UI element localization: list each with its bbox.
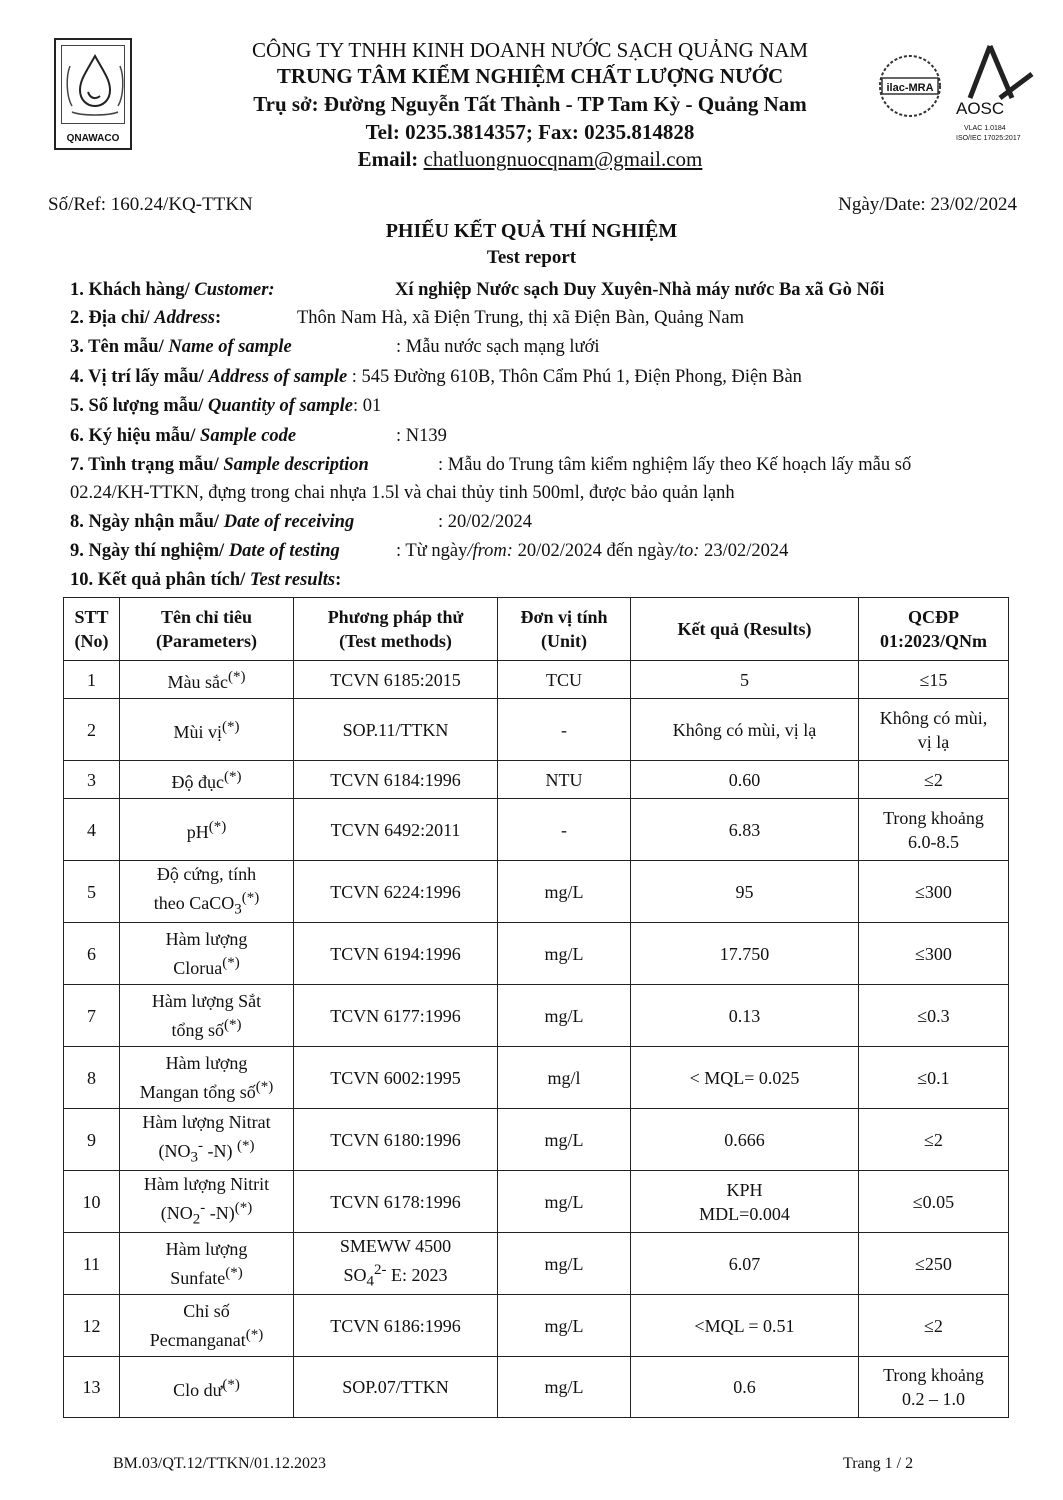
cell-param: Hàm lượng Sunfate(*)	[120, 1233, 294, 1295]
quantity-label: 5. Số lượng mẫu/	[70, 396, 209, 416]
receive-value: : 20/02/2024	[438, 512, 533, 532]
logo-label: QNAWACO	[66, 133, 120, 144]
cell-method: TCVN 6185:2015	[294, 661, 498, 699]
desc-value-line2: 02.24/KH-TTKN, đựng trong chai nhựa 1.5l và chai thủy tinh 500ml, được bảo quản lạnh	[70, 483, 735, 503]
center-name: TRUNG TÂM KIỂM NGHIỆM CHẤT LƯỢNG NƯỚC	[276, 64, 784, 88]
name-label: 3. Tên mẫu/	[70, 337, 169, 357]
page-number: Trang 1 / 2	[843, 1455, 914, 1472]
desc-label: 7. Tình trạng mẫu/	[70, 455, 224, 475]
location-label-en: Address of sample	[208, 367, 348, 387]
cell-method: TCVN 6186:1996	[294, 1295, 498, 1357]
cell-limit: Không có mùi, vị lạ	[859, 699, 1009, 761]
info-sample-code	[70, 423, 1030, 450]
cell-unit: mg/L	[498, 1109, 631, 1171]
test-value: : Từ ngày/from: 20/02/2024 đến ngày/to: 23/02/2024	[396, 541, 789, 561]
customer-label: 1. Khách hàng/	[70, 280, 195, 300]
cell-limit: ≤0.05	[859, 1171, 1009, 1233]
location-value: : 545 Đường 610B, Thôn Cẩm Phú 1, Điện Phong, Điện Bàn	[351, 367, 802, 387]
tel-fax: Tel: 0235.3814357; Fax: 0235.814828	[365, 120, 695, 144]
code-value: : N139	[396, 426, 447, 446]
table-row	[64, 1233, 1009, 1295]
cell-param: Chỉ số Pecmanganat(*)	[120, 1295, 294, 1357]
cell-method: TCVN 6184:1996	[294, 761, 498, 799]
quantity-value: : 01	[352, 396, 382, 416]
report-title: PHIẾU KẾT QUẢ THÍ NGHIỆM	[385, 220, 678, 242]
cell-limit: ≤300	[859, 923, 1009, 985]
cell-result: 0.6	[631, 1357, 859, 1418]
info-sample-location	[70, 364, 1030, 391]
cell-no: 7	[64, 985, 120, 1047]
cell-result: 17.750	[631, 923, 859, 985]
results-label: 10. Kết quả phân tích/	[70, 570, 250, 590]
email-link[interactable]: chatluongnuocqnam@gmail.com	[423, 147, 703, 171]
head-office-address: Trụ sở: Đường Nguyễn Tất Thành - TP Tam Kỳ - Quảng Nam	[253, 92, 807, 116]
table-row	[64, 761, 1009, 799]
cell-no: 6	[64, 923, 120, 985]
table-row	[64, 1047, 1009, 1109]
cell-param: Màu sắc(*)	[120, 661, 294, 699]
col-header-parameters: Tên chỉ tiêu (Parameters)	[120, 598, 294, 661]
cell-method: TCVN 6178:1996	[294, 1171, 498, 1233]
cell-no: 4	[64, 799, 120, 861]
cell-result: 6.83	[631, 799, 859, 861]
cell-unit: mg/l	[498, 1047, 631, 1109]
email-label: Email:	[357, 147, 424, 171]
info-customer	[70, 277, 1030, 304]
cell-no: 2	[64, 699, 120, 761]
cell-unit: TCU	[498, 661, 631, 699]
cell-result: < MQL= 0.025	[631, 1047, 859, 1109]
cell-no: 12	[64, 1295, 120, 1357]
customer-value: Xí nghiệp Nước sạch Duy Xuyên-Nhà máy nước Ba xã Gò Nổi	[395, 280, 885, 300]
cell-unit: mg/L	[498, 923, 631, 985]
cell-result: 0.60	[631, 761, 859, 799]
info-quantity	[70, 393, 1030, 420]
cell-limit: ≤250	[859, 1233, 1009, 1295]
company-name: CÔNG TY TNHH KINH DOANH NƯỚC SẠCH QUẢNG NAM	[251, 38, 809, 62]
cell-param: Clo dư(*)	[120, 1357, 294, 1418]
report-subtitle: Test report	[486, 247, 577, 268]
location-label: 4. Vị trí lấy mẫu/	[70, 367, 209, 387]
cell-method: TCVN 6224:1996	[294, 861, 498, 923]
table-row	[64, 985, 1009, 1047]
cell-method: TCVN 6177:1996	[294, 985, 498, 1047]
cell-param: Độ cứng, tính theo CaCO$_3$(*)	[120, 861, 294, 923]
cell-method: SMEWW 4500 $SO_4^{2-}$ E: 2023	[294, 1233, 498, 1295]
cell-result: 5	[631, 661, 859, 699]
quantity-label-en: Quantity of sample	[208, 396, 353, 416]
cell-unit: -	[498, 699, 631, 761]
cell-param: Độ đục(*)	[120, 761, 294, 799]
desc-value-line1: : Mẫu do Trung tâm kiểm nghiệm lấy theo Kế hoạch lấy mẫu số	[438, 455, 912, 475]
cell-method: TCVN 6194:1996	[294, 923, 498, 985]
table-row	[64, 799, 1009, 861]
cell-unit: mg/L	[498, 1357, 631, 1418]
email-line	[150, 147, 910, 171]
cell-result: 0.666	[631, 1109, 859, 1171]
cell-param: Hàm lượng Nitrat ($NO_3^-$ -N) (*)	[120, 1109, 294, 1171]
table-row	[64, 1171, 1009, 1233]
info-results-heading: 10. Kết quả phân tích/ Test results:	[70, 570, 342, 590]
report-date: Ngày/Date: 23/02/2024	[838, 194, 1017, 215]
cell-limit: Trong khoảng 6.0-8.5	[859, 799, 1009, 861]
ilac-mra-logo	[876, 46, 944, 126]
cell-method: TCVN 6002:1995	[294, 1047, 498, 1109]
table-row	[64, 1357, 1009, 1418]
cell-no: 3	[64, 761, 120, 799]
info-sample-name	[70, 334, 1030, 361]
cell-no: 10	[64, 1171, 120, 1233]
cell-no: 8	[64, 1047, 120, 1109]
cell-limit: Trong khoảng 0.2 – 1.0	[859, 1357, 1009, 1418]
cell-no: 13	[64, 1357, 120, 1418]
cell-limit: ≤0.3	[859, 985, 1009, 1047]
code-label-en: Sample code	[200, 426, 297, 446]
cell-param: Hàm lượng Nitrit ($NO_2^-$ -N)(*)	[120, 1171, 294, 1233]
info-receive-date	[70, 509, 1030, 536]
table-row	[64, 861, 1009, 923]
cell-result: KPH MDL=0.004	[631, 1171, 859, 1233]
desc-label-en: Sample description	[223, 455, 369, 475]
customer-label-en: Customer:	[194, 280, 275, 300]
ilac-logo-text: ilac-MRA	[886, 82, 934, 94]
table-row	[64, 1109, 1009, 1171]
cell-unit: mg/L	[498, 985, 631, 1047]
cell-limit: ≤0.1	[859, 1047, 1009, 1109]
cell-method: SOP.07/TTKN	[294, 1357, 498, 1418]
cell-result: 6.07	[631, 1233, 859, 1295]
col-header-results: Kết quả (Results)	[631, 598, 859, 661]
water-drop-icon	[62, 46, 128, 122]
test-label-en: Date of testing	[228, 541, 340, 561]
cell-method: SOP.11/TTKN	[294, 699, 498, 761]
results-table	[63, 597, 1009, 1418]
cell-limit: ≤15	[859, 661, 1009, 699]
address-value: Thôn Nam Hà, xã Điện Trung, thị xã Điện Bàn, Quảng Nam	[297, 308, 745, 328]
cell-param: Mùi vị(*)	[120, 699, 294, 761]
cell-no: 5	[64, 861, 120, 923]
cell-unit: -	[498, 799, 631, 861]
cell-limit: ≤300	[859, 861, 1009, 923]
cell-param: Hàm lượng Mangan tổng số(*)	[120, 1047, 294, 1109]
address-label-en: Address	[154, 308, 215, 328]
aosc-logo-sub1: VLAC 1.0184	[964, 125, 1006, 132]
name-label-en: Name of sample	[168, 337, 292, 357]
aosc-logo-text: AOSC	[956, 99, 1005, 118]
table-header-row	[64, 598, 1009, 661]
qnawaco-logo	[54, 38, 132, 150]
info-description	[70, 452, 1030, 479]
receive-label: 8. Ngày nhận mẫu/	[70, 512, 224, 532]
cell-limit: ≤2	[859, 1109, 1009, 1171]
cell-result: 95	[631, 861, 859, 923]
table-row	[64, 923, 1009, 985]
info-address: 2. Địa chỉ/ Address: Thôn Nam Hà, xã Điện Trung, thị xã Điện Bàn, Quảng Nam	[70, 305, 1030, 332]
table-row	[64, 661, 1009, 699]
cell-no: 11	[64, 1233, 120, 1295]
col-header-no: STT (No)	[64, 598, 120, 661]
cell-limit: ≤2	[859, 1295, 1009, 1357]
cell-param: Hàm lượng Clorua(*)	[120, 923, 294, 985]
col-header-methods: Phương pháp thử (Test methods)	[294, 598, 498, 661]
table-row	[64, 1295, 1009, 1357]
cell-unit: mg/L	[498, 1233, 631, 1295]
cell-result: 0.13	[631, 985, 859, 1047]
cell-param: pH(*)	[120, 799, 294, 861]
aosc-logo	[950, 40, 1040, 150]
cell-limit: ≤2	[859, 761, 1009, 799]
code-label: 6. Ký hiệu mẫu/	[70, 426, 201, 446]
name-value: : Mẫu nước sạch mạng lưới	[396, 337, 600, 357]
cell-method: TCVN 6180:1996	[294, 1109, 498, 1171]
cell-unit: NTU	[498, 761, 631, 799]
cell-no: 1	[64, 661, 120, 699]
results-label-en: Test results	[249, 570, 336, 590]
cell-result: <MQL = 0.51	[631, 1295, 859, 1357]
test-label: 9. Ngày thí nghiệm/	[70, 541, 229, 561]
cell-unit: mg/L	[498, 861, 631, 923]
cell-unit: mg/L	[498, 1295, 631, 1357]
form-code: BM.03/QT.12/TTKN/01.12.2023	[113, 1455, 327, 1472]
reference-number: Số/Ref: 160.24/KQ-TTKN	[48, 194, 253, 215]
col-header-standard: QCĐP 01:2023/QNm	[859, 598, 1009, 661]
table-row	[64, 699, 1009, 761]
cell-unit: mg/L	[498, 1171, 631, 1233]
aosc-logo-sub2: ISO/IEC 17025:2017	[956, 135, 1021, 142]
cell-method: TCVN 6492:2011	[294, 799, 498, 861]
address-label: 2. Địa chỉ/	[70, 308, 155, 328]
receive-label-en: Date of receiving	[223, 512, 355, 532]
cell-param: Hàm lượng Sắt tổng số(*)	[120, 985, 294, 1047]
cell-result: Không có mùi, vị lạ	[631, 699, 859, 761]
col-header-unit: Đơn vị tính (Unit)	[498, 598, 631, 661]
cell-no: 9	[64, 1109, 120, 1171]
info-test-date	[70, 538, 1030, 565]
